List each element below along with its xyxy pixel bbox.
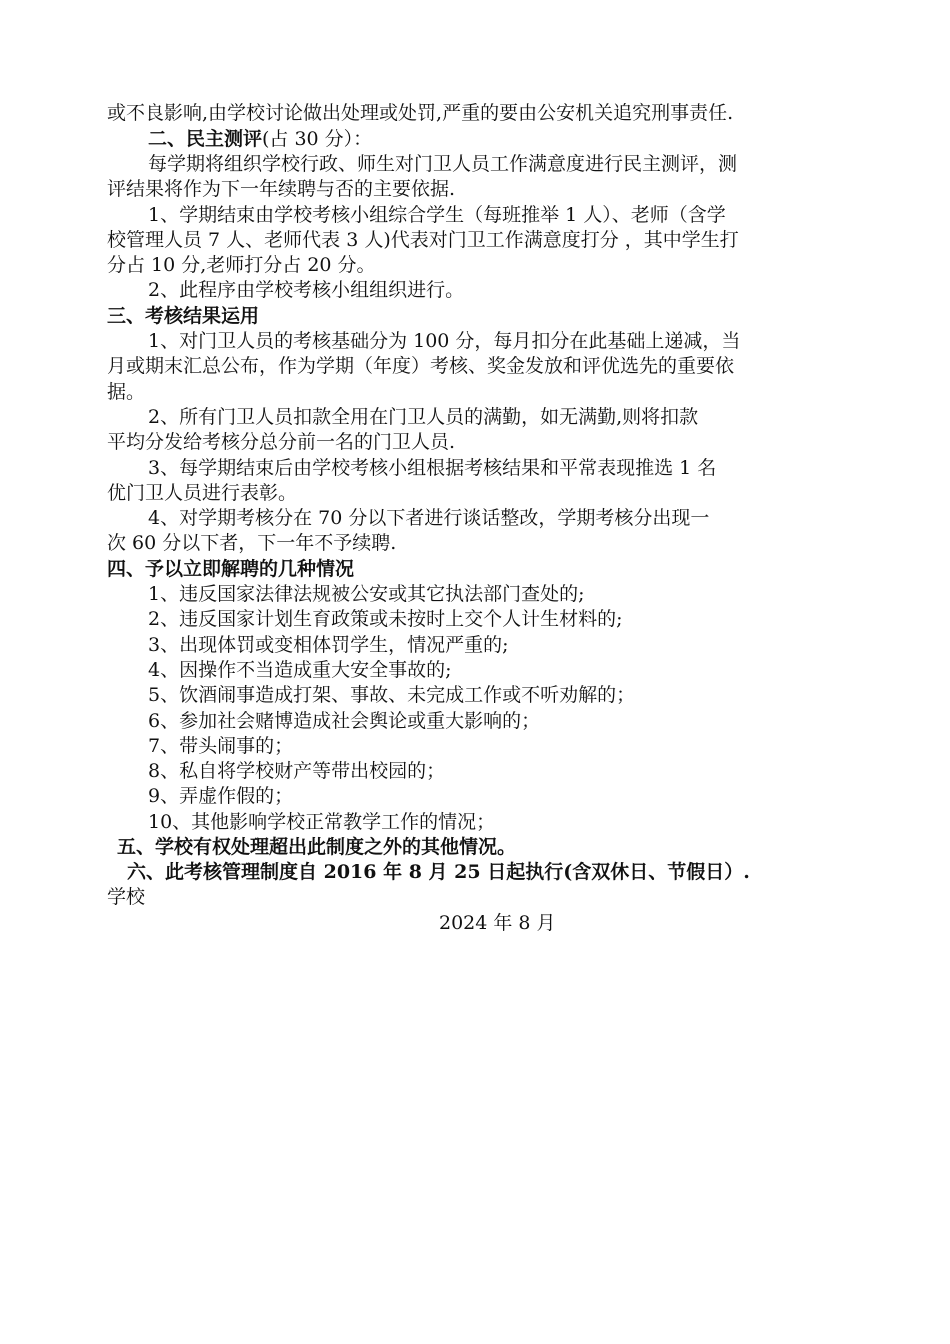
list-item: 7、带头闹事的； xyxy=(148,735,294,757)
section-heading-5: 五、学校有权处理超出此制度之外的其他情况。 xyxy=(117,836,517,858)
list-item: 5、饮酒闹事造成打架、事故、未完成工作或不听劝解的； xyxy=(148,684,636,706)
list-item: 10、其他影响学校正常教学工作的情况； xyxy=(148,811,496,833)
section-heading-2 xyxy=(148,127,372,153)
list-item: 2、违反国家计划生育政策或未按时上交个人计生材料的; xyxy=(148,608,623,630)
list-item: 3、出现体罚或变相体罚学生，情况严重的; xyxy=(148,634,509,656)
section-heading-3: 三、考核结果运用 xyxy=(107,305,260,327)
paragraph-line: 4、对学期考核分在 70 分以下者进行谈话整改，学期考核分出现一 xyxy=(148,507,710,529)
list-item: 9、弄虚作假的； xyxy=(148,785,294,807)
paragraph-line: 月或期末汇总公布，作为学期（年度）考核、奖金发放和评优选先的重要依 xyxy=(107,355,735,377)
list-item: 6、参加社会赌博造成社会舆论或重大影响的； xyxy=(148,710,541,732)
paragraph-line: 优门卫人员进行表彰。 xyxy=(107,482,298,504)
document-date: 2024 年 8 月 xyxy=(439,912,556,934)
list-item: 8、私自将学校财产等带出校园的； xyxy=(148,760,446,782)
paragraph-line: 评结果将作为下一年续聘与否的主要依据. xyxy=(107,178,456,200)
list-item: 1、违反国家法律法规被公安或其它执法部门查处的; xyxy=(148,583,585,605)
paragraph-line: 校管理人员 7 人、老师代表 3 人)代表对门卫工作满意度打分 ，其中学生打 xyxy=(107,229,739,251)
paragraph-line: 2、所有门卫人员扣款全用在门卫人员的满勤，如无满勤,则将扣款 xyxy=(148,406,699,428)
signature-school: 学校 xyxy=(107,886,146,908)
section-heading-2-title: 二、民主测评 xyxy=(148,128,263,150)
section-heading-2-note: (占 30 分）： xyxy=(262,128,373,150)
paragraph-line: 3、每学期结束后由学校考核小组根据考核结果和平常表现推选 1 名 xyxy=(148,457,717,479)
list-item: 4、因操作不当造成重大安全事故的; xyxy=(148,659,452,681)
section-heading-6: 六、此考核管理制度自 2016 年 8 月 25 日起执行(含双休日、节假日）. xyxy=(127,861,750,883)
paragraph-line: 1、对门卫人员的考核基础分为 100 分，每月扣分在此基础上递减，当 xyxy=(148,330,741,352)
paragraph-line: 1、学期结束由学校考核小组综合学生（每班推举 1 人）、老师（含学 xyxy=(148,204,726,226)
paragraph-line: 次 60 分以下者，下一年不予续聘. xyxy=(107,532,397,554)
section-heading-4: 四、予以立即解聘的几种情况 xyxy=(107,558,355,580)
paragraph-line: 或不良影响,由学校讨论做出处理或处罚,严重的要由公安机关追究刑事责任. xyxy=(107,102,734,124)
paragraph-line: 据。 xyxy=(107,381,146,403)
paragraph-line: 每学期将组织学校行政、师生对门卫人员工作满意度进行民主测评，测 xyxy=(148,153,738,175)
paragraph-line: 2、此程序由学校考核小组组织进行。 xyxy=(148,279,465,301)
paragraph-line: 平均分发给考核分总分前一名的门卫人员. xyxy=(107,431,456,453)
paragraph-line: 分占 10 分,老师打分占 20 分。 xyxy=(107,254,376,276)
